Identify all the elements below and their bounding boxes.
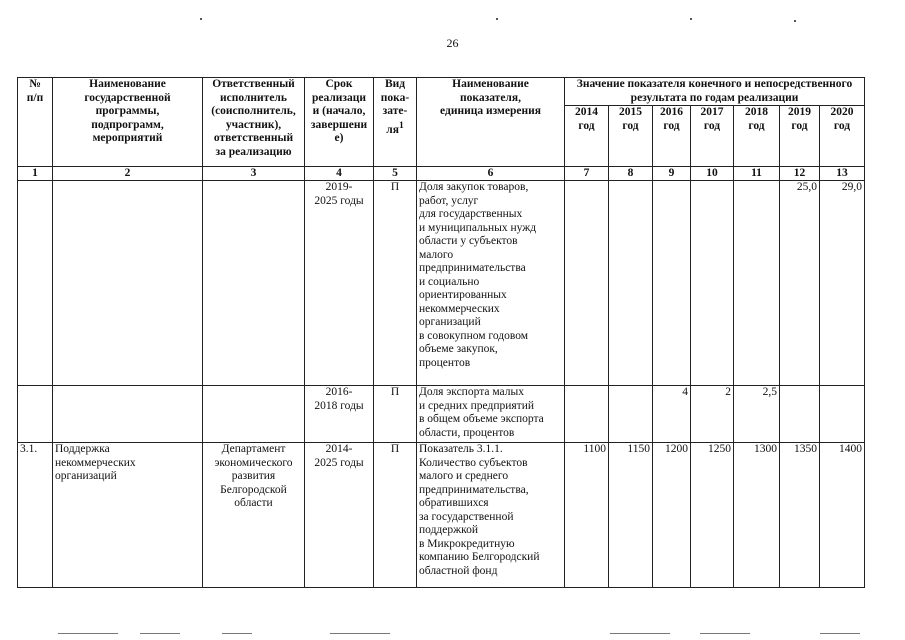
header-year-2017 [691, 106, 734, 167]
column-number: 8 [609, 167, 653, 181]
header-year-unit: год [663, 119, 680, 132]
program-name-cell: Поддержка некоммерческих организаций [53, 443, 203, 588]
header-year-unit: год [578, 119, 595, 132]
value-cell-2018 [734, 181, 780, 386]
indicator-type-cell: П [374, 386, 417, 443]
value-cell-2018: 2,5 [734, 386, 780, 443]
header-year-value: 2014 [575, 106, 598, 118]
header-year-2019 [780, 106, 820, 167]
scan-edge-line [222, 633, 252, 634]
header-year-2018 [734, 106, 780, 167]
indicator-type-cell: П [374, 443, 417, 588]
header-indicator-type [374, 78, 417, 167]
column-number-row [18, 167, 865, 181]
value-cell-2017: 1250 [691, 443, 734, 588]
page-number: 26 [446, 36, 459, 50]
value-cell-2016: 1200 [653, 443, 691, 588]
term-cell: 2016- 2018 годы [305, 386, 374, 443]
header-year-value: 2017 [700, 106, 724, 118]
column-number: 7 [565, 167, 609, 181]
header-year-2020 [820, 106, 865, 167]
header-executor: Ответственный исполнитель (соисполнитель, участник), ответственный за реализацию [203, 78, 305, 167]
column-number: 2 [53, 167, 203, 181]
column-number: 12 [780, 167, 820, 181]
table-row [18, 386, 865, 443]
header-year-unit: год [833, 119, 851, 132]
header-year-value: 2015 [619, 106, 642, 118]
column-number: 3 [203, 167, 305, 181]
scan-edge-line [330, 633, 390, 634]
value-cell-2020 [820, 386, 865, 443]
value-cell-2015: 1150 [609, 443, 653, 588]
indicator-name-cell: Доля закупок товаров, работ, услуг для государственных и муниципальных нужд области у субъектов малого предпринимательства и социально ориентированных некоммерческих организаций в совокупном годовом объеме закупок, процентов [417, 181, 565, 386]
header-year-value: 2018 [745, 106, 768, 118]
scan-edge-line [700, 633, 750, 634]
header-year-unit: год [791, 119, 808, 132]
header-year-value: 2016 [660, 106, 683, 118]
header-year-unit: год [622, 119, 639, 132]
header-indicator-name: Наименование показателя, единица измерения [417, 78, 565, 167]
value-cell-2014 [565, 181, 609, 386]
header-indicator-type-footnote: 1 [398, 119, 404, 131]
scan-speck [794, 20, 796, 22]
row-number-cell [18, 181, 53, 386]
header-year-2014 [565, 106, 609, 167]
value-cell-2017: 2 [691, 386, 734, 443]
header-num: № п/п [18, 78, 53, 167]
program-name-cell [53, 181, 203, 386]
header-year-unit: год [748, 119, 765, 132]
column-number: 4 [305, 167, 374, 181]
table-body [18, 167, 865, 588]
value-cell-2015 [609, 181, 653, 386]
value-cell-2016 [653, 181, 691, 386]
value-cell-2019: 1350 [780, 443, 820, 588]
value-cell-2015 [609, 386, 653, 443]
header-term: Срок реализаци и (начало, завершени е) [305, 78, 374, 167]
indicator-name-cell: Доля экспорта малых и средних предприятий в общем объеме экспорта области, процентов [417, 386, 565, 443]
value-cell-2019: 25,0 [780, 181, 820, 386]
value-cell-2014: 1100 [565, 443, 609, 588]
executor-cell: Департамент экономического развития Белгородской области [203, 443, 305, 588]
value-cell-2019 [780, 386, 820, 443]
value-cell-2020: 29,0 [820, 181, 865, 386]
column-number: 13 [820, 167, 865, 181]
column-number: 10 [691, 167, 734, 181]
column-number: 5 [374, 167, 417, 181]
term-cell: 2019- 2025 годы [305, 181, 374, 386]
indicator-name-cell: Показатель 3.1.1. Количество субъектов малого и среднего предпринимательства, обратившихся за государственной поддержкой в Микрокредитную компанию Белгородский областной фонд [417, 443, 565, 588]
column-number: 1 [18, 167, 53, 181]
column-number: 11 [734, 167, 780, 181]
value-cell-2017 [691, 181, 734, 386]
column-number: 9 [653, 167, 691, 181]
scan-edge-line [820, 633, 860, 634]
header-year-unit: год [703, 119, 721, 132]
indicators-table [17, 77, 865, 588]
column-number: 6 [417, 167, 565, 181]
row-number-cell [18, 386, 53, 443]
scan-edge-line [58, 633, 118, 634]
scan-speck [496, 18, 498, 20]
scan-edge-line [140, 633, 180, 634]
scan-edge-line [610, 633, 670, 634]
program-name-cell [53, 386, 203, 443]
row-number-cell: 3.1. [18, 443, 53, 588]
header-indicator-type-text: Вид пока- зате- ля [380, 78, 410, 136]
value-cell-2020: 1400 [820, 443, 865, 588]
header-program: Наименование государственной программы, подпрограмм, мероприятий [53, 78, 203, 167]
header-year-value: 2020 [830, 106, 854, 118]
header-values-group: Значение показателя конечного и непосредственного результата по годам реализации [565, 78, 865, 106]
value-cell-2018: 1300 [734, 443, 780, 588]
header-year-value: 2019 [788, 106, 811, 118]
table-row [18, 443, 865, 588]
executor-cell [203, 181, 305, 386]
term-cell: 2014- 2025 годы [305, 443, 374, 588]
header-year-2015 [609, 106, 653, 167]
indicator-type-cell: П [374, 181, 417, 386]
table-row [18, 181, 865, 386]
executor-cell [203, 386, 305, 443]
scan-speck [200, 18, 202, 20]
value-cell-2016: 4 [653, 386, 691, 443]
header-year-2016 [653, 106, 691, 167]
scan-speck [690, 18, 692, 20]
value-cell-2014 [565, 386, 609, 443]
